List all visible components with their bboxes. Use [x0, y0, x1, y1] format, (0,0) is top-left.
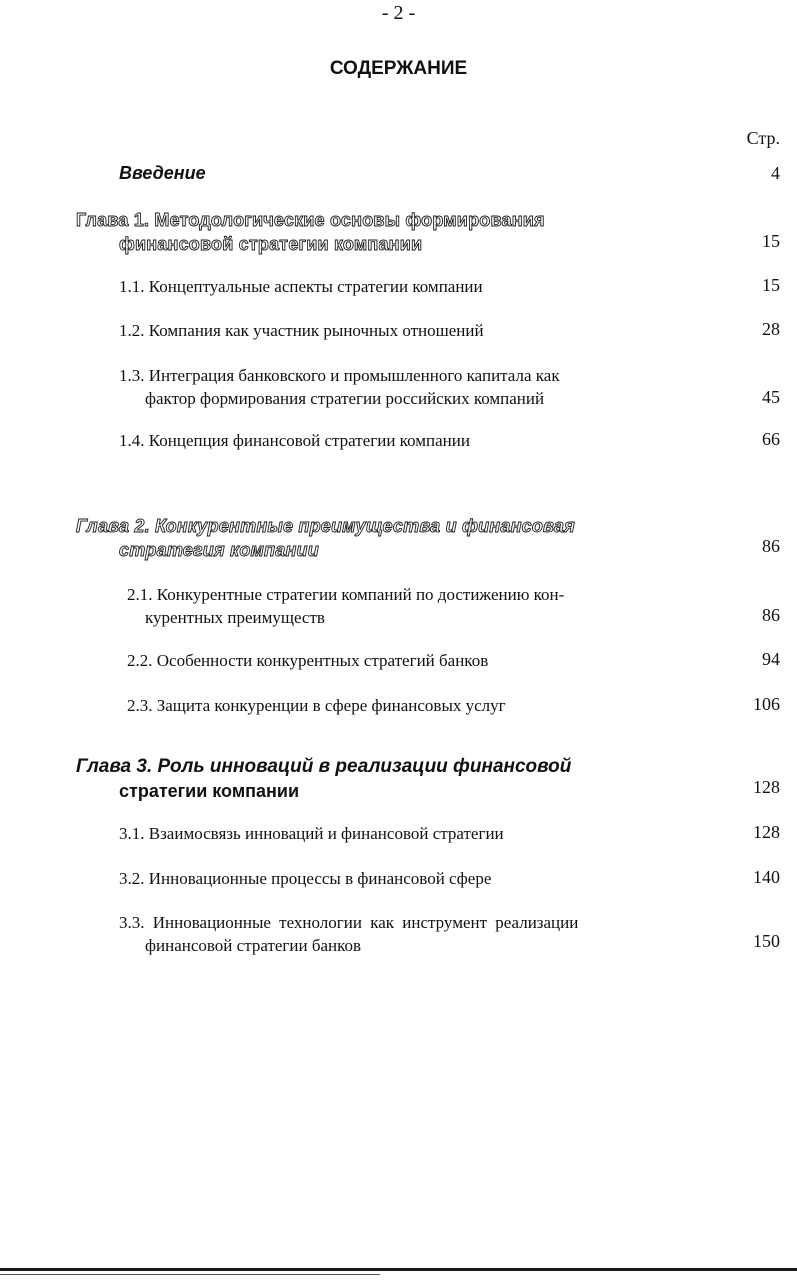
toc-page-number: 140: [753, 867, 780, 887]
footer-divider: [0, 1268, 797, 1271]
toc-page-number: 86: [762, 536, 780, 556]
toc-page-number: 150: [753, 931, 780, 951]
toc-page-number: 94: [762, 649, 780, 669]
section-title: 3.1. Взаимосвязь инноваций и финансовой стратегии: [119, 824, 504, 843]
toc-page-number: 66: [762, 429, 780, 449]
chapter-title-line2: стратегия компании: [119, 540, 319, 560]
section-title-line1: 3.3. Инновационные технологии как инструмент реализации: [119, 913, 579, 932]
page-column-label: Стр.: [746, 128, 780, 148]
toc-page-number: 128: [753, 777, 780, 797]
chapter-title-line2: финансовой стратегии компании: [119, 234, 423, 254]
section-title: 1.4. Концепция финансовой стратегии компании: [119, 431, 470, 450]
toc-page-number: 15: [762, 231, 780, 251]
toc-page-number: 28: [762, 319, 780, 339]
toc-intro-label: Введение: [119, 163, 206, 183]
section-title: 1.2. Компания как участник рыночных отношений: [119, 321, 484, 340]
section-title: 1.1. Концептуальные аспекты стратегии компании: [119, 277, 483, 296]
chapter-title-line1: Глава 2. Конкурентные преимущества и финансовая: [76, 516, 575, 536]
section-title: 2.2. Особенности конкурентных стратегий банков: [127, 651, 489, 670]
section-title: 2.3. Защита конкуренции в сфере финансовых услуг: [127, 696, 506, 715]
toc-page-number: 4: [771, 163, 780, 183]
toc-page-number: 45: [762, 387, 780, 407]
section-title-line2: фактор формирования стратегии российских компаний: [145, 389, 545, 408]
toc-page-number: 128: [753, 822, 780, 842]
page-number: - 2 -: [381, 2, 416, 24]
chapter-title-line2: стратегии компании: [119, 781, 300, 801]
section-title-line2: финансовой стратегии банков: [145, 936, 362, 955]
section-title: 3.2. Инновационные процессы в финансовой сфере: [119, 869, 492, 888]
section-title-line1: 2.1. Конкурентные стратегии компаний по достижению кон-: [127, 585, 565, 604]
chapter-title-line1: Глава 1. Методологические основы формирования: [76, 210, 545, 230]
chapter-title-line1: Глава 3. Роль инноваций в реализации финансовой: [76, 756, 572, 777]
section-title-line2: курентных преимуществ: [145, 608, 325, 627]
toc-page-number: 15: [762, 275, 780, 295]
section-title-line1: 1.3. Интеграция банковского и промышленного капитала как: [119, 366, 560, 385]
toc-page-number: 86: [762, 605, 780, 625]
toc-page-number: 106: [753, 694, 780, 714]
footer-divider-thin: [0, 1274, 380, 1275]
page-title: СОДЕРЖАНИЕ: [329, 58, 468, 79]
